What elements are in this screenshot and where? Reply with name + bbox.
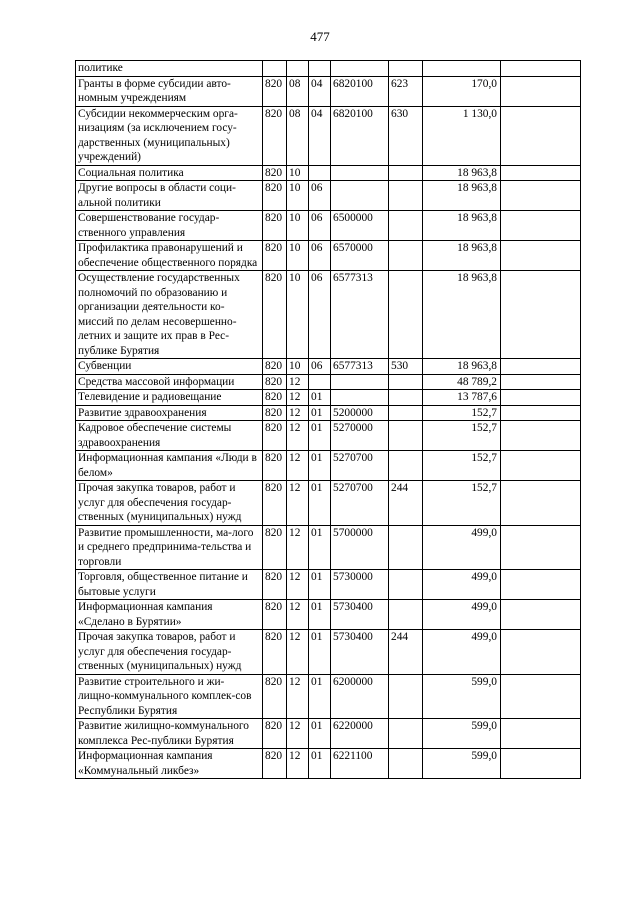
cell-expense-type [389, 451, 423, 481]
cell-subsection-code: 01 [309, 749, 331, 779]
cell-section-code: 12 [287, 405, 309, 421]
cell-target-article: 6577313 [331, 271, 389, 359]
cell-admin-code: 820 [263, 451, 287, 481]
cell-target-article: 6220000 [331, 719, 389, 749]
cell-admin-code: 820 [263, 630, 287, 675]
cell-name: Развитие промышленности, ма-лого и среднего предпринима-тельства и торговли [76, 525, 263, 570]
cell-section-code: 12 [287, 630, 309, 675]
cell-name: Торговля, общественное питание и бытовые услуги [76, 570, 263, 600]
cell-amount: 18 963,8 [423, 271, 501, 359]
cell-subsection-code [309, 165, 331, 181]
cell-subsection-code: 01 [309, 600, 331, 630]
cell-subsection-code: 01 [309, 421, 331, 451]
table-row [76, 451, 581, 481]
cell-subsection-code: 01 [309, 481, 331, 526]
cell-admin-code: 820 [263, 525, 287, 570]
table-row [76, 359, 581, 375]
cell-empty [501, 390, 581, 406]
cell-section-code: 12 [287, 451, 309, 481]
cell-target-article: 5730400 [331, 600, 389, 630]
cell-target-article: 5700000 [331, 525, 389, 570]
cell-name: Профилактика правонарушений и обеспечение общественного порядка [76, 241, 263, 271]
cell-name: Субсидии некоммерческим орга-низациям (за исключением госу-дарственных (муниципальных) учреждений) [76, 106, 263, 165]
cell-target-article: 5270700 [331, 451, 389, 481]
cell-subsection-code: 01 [309, 451, 331, 481]
cell-name: Прочая закупка товаров, работ и услуг для обеспечения государ-ственных (муниципальных) нужд [76, 481, 263, 526]
cell-target-article: 6221100 [331, 749, 389, 779]
cell-expense-type [389, 211, 423, 241]
cell-empty [501, 106, 581, 165]
cell-empty [501, 405, 581, 421]
table-row [76, 241, 581, 271]
cell-name: Осуществление государственных полномочий по образованию и организации деятельности ко-миссий по делам несовершенно-летних и защите их прав в Рес-публике Бурятия [76, 271, 263, 359]
cell-amount: 152,7 [423, 481, 501, 526]
cell-target-article: 6820100 [331, 76, 389, 106]
cell-name: Социальная политика [76, 165, 263, 181]
cell-amount: 499,0 [423, 525, 501, 570]
cell-name: Субвенции [76, 359, 263, 375]
cell-section-code: 08 [287, 76, 309, 106]
cell-target-article: 6200000 [331, 674, 389, 719]
cell-section-code: 12 [287, 719, 309, 749]
cell-admin-code: 820 [263, 719, 287, 749]
cell-section-code: 12 [287, 390, 309, 406]
table-row [76, 600, 581, 630]
cell-amount: 18 963,8 [423, 165, 501, 181]
cell-empty [501, 421, 581, 451]
cell-amount: 499,0 [423, 600, 501, 630]
cell-amount: 18 963,8 [423, 359, 501, 375]
cell-section-code: 12 [287, 525, 309, 570]
cell-name: Совершенствование государ-ственного управления [76, 211, 263, 241]
cell-name: Информационная кампания «Коммунальный ликбез» [76, 749, 263, 779]
cell-subsection-code: 06 [309, 241, 331, 271]
table-body [76, 61, 581, 779]
cell-amount: 152,7 [423, 405, 501, 421]
cell-name: Гранты в форме субсидии авто-номным учреждениям [76, 76, 263, 106]
cell-amount: 18 963,8 [423, 211, 501, 241]
cell-admin-code: 820 [263, 211, 287, 241]
cell-expense-type: 623 [389, 76, 423, 106]
table-row [76, 674, 581, 719]
cell-amount: 152,7 [423, 421, 501, 451]
cell-amount: 599,0 [423, 674, 501, 719]
cell-expense-type [389, 600, 423, 630]
cell-amount: 152,7 [423, 451, 501, 481]
cell-admin-code: 820 [263, 481, 287, 526]
cell-section-code: 10 [287, 211, 309, 241]
cell-expense-type [389, 165, 423, 181]
cell-empty [501, 481, 581, 526]
cell-expense-type [389, 525, 423, 570]
cell-expense-type [389, 271, 423, 359]
cell-subsection-code: 01 [309, 390, 331, 406]
cell-admin-code: 820 [263, 570, 287, 600]
cell-subsection-code: 06 [309, 211, 331, 241]
cell-subsection-code: 06 [309, 359, 331, 375]
cell-subsection-code: 04 [309, 76, 331, 106]
cell-admin-code: 820 [263, 749, 287, 779]
cell-name: Средства массовой информации [76, 374, 263, 390]
cell-amount: 18 963,8 [423, 181, 501, 211]
cell-empty [501, 61, 581, 77]
cell-amount [423, 61, 501, 77]
cell-admin-code: 820 [263, 600, 287, 630]
cell-section-code: 12 [287, 600, 309, 630]
cell-amount: 13 787,6 [423, 390, 501, 406]
table-row [76, 630, 581, 675]
cell-expense-type [389, 719, 423, 749]
cell-empty [501, 630, 581, 675]
cell-target-article [331, 61, 389, 77]
table-row [76, 165, 581, 181]
cell-subsection-code [309, 374, 331, 390]
cell-admin-code: 820 [263, 405, 287, 421]
cell-amount: 48 789,2 [423, 374, 501, 390]
cell-empty [501, 211, 581, 241]
cell-target-article: 5200000 [331, 405, 389, 421]
cell-target-article: 6500000 [331, 211, 389, 241]
cell-admin-code: 820 [263, 76, 287, 106]
cell-expense-type: 244 [389, 481, 423, 526]
cell-empty [501, 719, 581, 749]
cell-admin-code: 820 [263, 374, 287, 390]
cell-section-code: 10 [287, 271, 309, 359]
cell-section-code: 10 [287, 165, 309, 181]
cell-subsection-code: 01 [309, 719, 331, 749]
cell-name: Развитие жилищно-коммунального комплекса Рес-публики Бурятия [76, 719, 263, 749]
table-row [76, 719, 581, 749]
cell-section-code: 12 [287, 481, 309, 526]
cell-name: Информационная кампания «Сделано в Бурятии» [76, 600, 263, 630]
table-row [76, 481, 581, 526]
cell-section-code: 12 [287, 374, 309, 390]
cell-expense-type [389, 181, 423, 211]
cell-section-code: 10 [287, 359, 309, 375]
cell-expense-type: 630 [389, 106, 423, 165]
cell-name: Другие вопросы в области соци-альной политики [76, 181, 263, 211]
page-number: 477 [310, 29, 330, 44]
cell-subsection-code: 04 [309, 106, 331, 165]
cell-admin-code: 820 [263, 271, 287, 359]
cell-admin-code: 820 [263, 241, 287, 271]
cell-subsection-code: 01 [309, 525, 331, 570]
cell-empty [501, 165, 581, 181]
cell-expense-type [389, 241, 423, 271]
cell-section-code: 08 [287, 106, 309, 165]
cell-section-code: 12 [287, 674, 309, 719]
cell-amount: 170,0 [423, 76, 501, 106]
cell-target-article: 5730400 [331, 630, 389, 675]
table-row [76, 211, 581, 241]
cell-empty [501, 374, 581, 390]
cell-admin-code: 820 [263, 390, 287, 406]
cell-subsection-code: 01 [309, 630, 331, 675]
cell-expense-type [389, 674, 423, 719]
cell-amount: 499,0 [423, 630, 501, 675]
cell-empty [501, 674, 581, 719]
cell-target-article: 6820100 [331, 106, 389, 165]
table-row [76, 570, 581, 600]
cell-empty [501, 359, 581, 375]
cell-admin-code: 820 [263, 181, 287, 211]
cell-section-code: 12 [287, 421, 309, 451]
cell-empty [501, 525, 581, 570]
cell-expense-type [389, 421, 423, 451]
cell-subsection-code: 06 [309, 181, 331, 211]
cell-empty [501, 600, 581, 630]
cell-name: Телевидение и радиовещание [76, 390, 263, 406]
cell-expense-type [389, 61, 423, 77]
cell-target-article [331, 374, 389, 390]
cell-target-article: 6570000 [331, 241, 389, 271]
table-row [76, 76, 581, 106]
cell-amount: 18 963,8 [423, 241, 501, 271]
cell-expense-type: 530 [389, 359, 423, 375]
table-row [76, 525, 581, 570]
cell-admin-code: 820 [263, 106, 287, 165]
cell-subsection-code [309, 61, 331, 77]
cell-target-article: 5270000 [331, 421, 389, 451]
cell-amount: 1 130,0 [423, 106, 501, 165]
cell-section-code [287, 61, 309, 77]
cell-empty [501, 271, 581, 359]
cell-amount: 599,0 [423, 719, 501, 749]
table-row [76, 421, 581, 451]
cell-empty [501, 181, 581, 211]
table-row [76, 106, 581, 165]
cell-admin-code [263, 61, 287, 77]
cell-subsection-code: 01 [309, 405, 331, 421]
cell-admin-code: 820 [263, 674, 287, 719]
cell-expense-type [389, 749, 423, 779]
table-row [76, 749, 581, 779]
cell-section-code: 10 [287, 181, 309, 211]
cell-target-article: 5270700 [331, 481, 389, 526]
cell-empty [501, 241, 581, 271]
cell-name: политике [76, 61, 263, 77]
cell-empty [501, 76, 581, 106]
cell-name: Прочая закупка товаров, работ и услуг для обеспечения государ-ственных (муниципальных) нужд [76, 630, 263, 675]
cell-subsection-code: 01 [309, 570, 331, 600]
cell-expense-type [389, 390, 423, 406]
cell-subsection-code: 06 [309, 271, 331, 359]
table-row [76, 374, 581, 390]
table-row [76, 271, 581, 359]
cell-amount: 599,0 [423, 749, 501, 779]
cell-expense-type: 244 [389, 630, 423, 675]
cell-name: Кадровое обеспечение системы здравоохранения [76, 421, 263, 451]
cell-name: Развитие здравоохранения [76, 405, 263, 421]
cell-target-article [331, 165, 389, 181]
cell-empty [501, 451, 581, 481]
budget-table [75, 60, 581, 779]
cell-expense-type [389, 405, 423, 421]
cell-target-article: 6577313 [331, 359, 389, 375]
cell-target-article: 5730000 [331, 570, 389, 600]
cell-name: Информационная кампания «Люди в белом» [76, 451, 263, 481]
table-row [76, 405, 581, 421]
cell-admin-code: 820 [263, 165, 287, 181]
table-row [76, 181, 581, 211]
cell-target-article [331, 390, 389, 406]
cell-admin-code: 820 [263, 421, 287, 451]
cell-expense-type [389, 374, 423, 390]
table-row [76, 61, 581, 77]
cell-target-article [331, 181, 389, 211]
cell-name: Развитие строительного и жи-лищно-коммунального комплек-сов Республики Бурятия [76, 674, 263, 719]
cell-subsection-code: 01 [309, 674, 331, 719]
cell-expense-type [389, 570, 423, 600]
cell-empty [501, 749, 581, 779]
cell-amount: 499,0 [423, 570, 501, 600]
cell-section-code: 10 [287, 241, 309, 271]
table-row [76, 390, 581, 406]
cell-admin-code: 820 [263, 359, 287, 375]
cell-empty [501, 570, 581, 600]
cell-section-code: 12 [287, 749, 309, 779]
cell-section-code: 12 [287, 570, 309, 600]
